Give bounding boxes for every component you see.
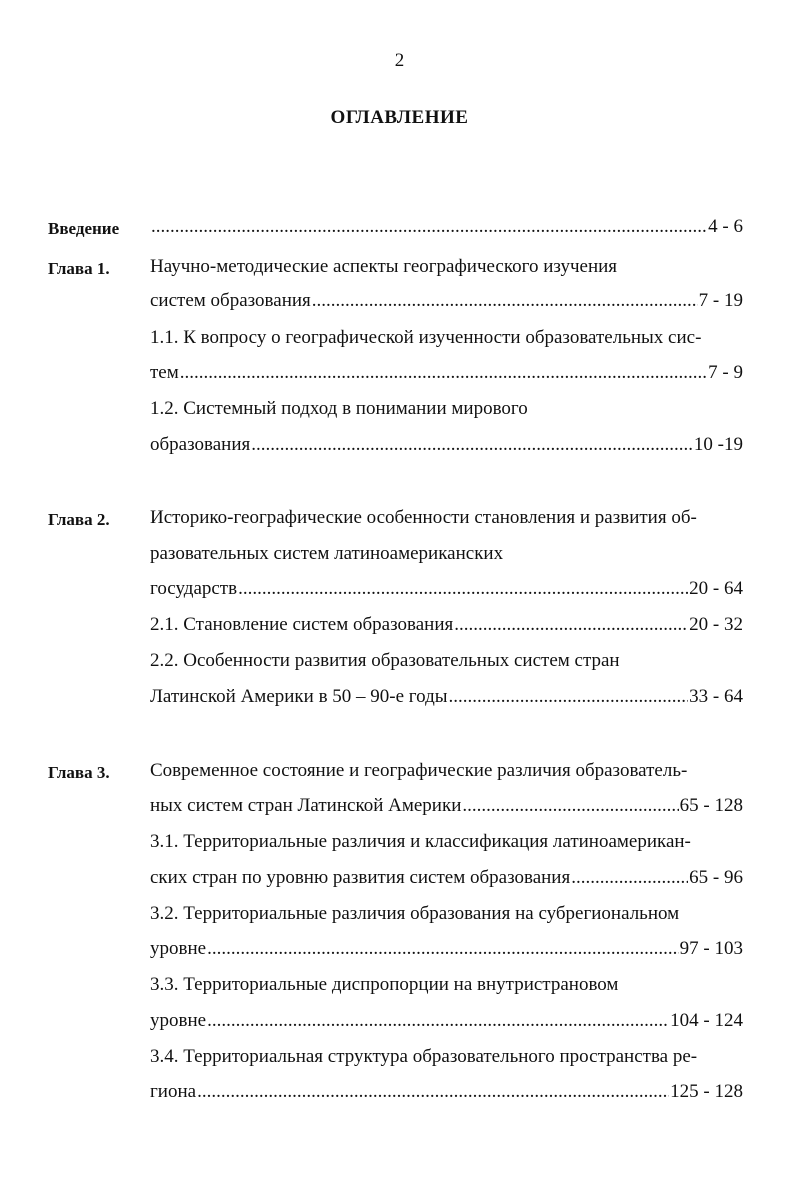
toc-chapter1-entry: систем образования ..... 7 - 19 [150, 290, 743, 312]
toc-section-2-2-title: 2.2. Особенности развития образовательных систем стран [150, 650, 620, 671]
toc-section-3-4-entry: гиона ..... 125 - 128 [150, 1081, 743, 1103]
toc-chapter2-label: Глава 2. [48, 510, 110, 529]
toc-section-1-2-title: 1.2. Системный подход в понимании мирового [150, 398, 528, 419]
toc-section-1-1-title: 1.1. К вопросу о географической изученности образовательных сис- [150, 327, 702, 348]
toc-chapter2-entry: государств ..... 20 - 64 [150, 578, 743, 600]
toc-chapter3-label: Глава 3. [48, 763, 110, 782]
toc-chapter3-entry: ных систем стран Латинской Америки ..... 65 - 128 [150, 795, 743, 817]
toc-section-3-2-entry: уровне ..... 97 - 103 [150, 938, 743, 960]
toc-section-1-2-entry: образования ..... 10 -19 [150, 434, 743, 456]
page-title: ОГЛАВЛЕНИЕ [330, 107, 469, 128]
toc-section-2-1-entry: 2.1. Становление систем образования ..... 20 - 32 [150, 614, 743, 636]
toc-section-3-3-title: 3.3. Территориальные диспропорции на внутристрановом [150, 974, 619, 995]
toc-chapter2-title: Историко-географические особенности становления и развития об- [150, 507, 697, 528]
toc-chapter3-title: Современное состояние и географические различия образователь- [150, 760, 688, 781]
toc-chapter2-title-2: разовательных систем латиноамериканских [150, 543, 504, 564]
toc-section-3-1-entry: ских стран по уровню развития систем образования ..... 65 - 96 [150, 867, 743, 889]
toc-intro-entry [150, 216, 743, 238]
toc-chapter1-title: Научно-методические аспекты географического изучения [150, 256, 618, 277]
toc-chapter1-label: Глава 1. [48, 259, 110, 278]
page-number: 2 [394, 50, 405, 71]
toc-section-1-1-entry: тем ..... 7 - 9 [150, 362, 743, 384]
toc-intro-label: Введение [48, 219, 120, 238]
toc-section-3-2-title: 3.2. Территориальные различия образования на субрегиональном [150, 903, 680, 924]
toc-section-2-2-entry: Латинской Америки в 50 – 90-е годы ..... 33 - 64 [150, 686, 743, 708]
toc-section-3-3-entry: уровне ..... 104 - 124 [150, 1010, 743, 1032]
toc-intro-pages: 4 - 6 [708, 216, 743, 237]
toc-section-3-4-title: 3.4. Территориальная структура образовательного пространства ре- [150, 1046, 698, 1067]
toc-section-3-1-title: 3.1. Территориальные различия и классификация латиноамерикан- [150, 831, 691, 852]
